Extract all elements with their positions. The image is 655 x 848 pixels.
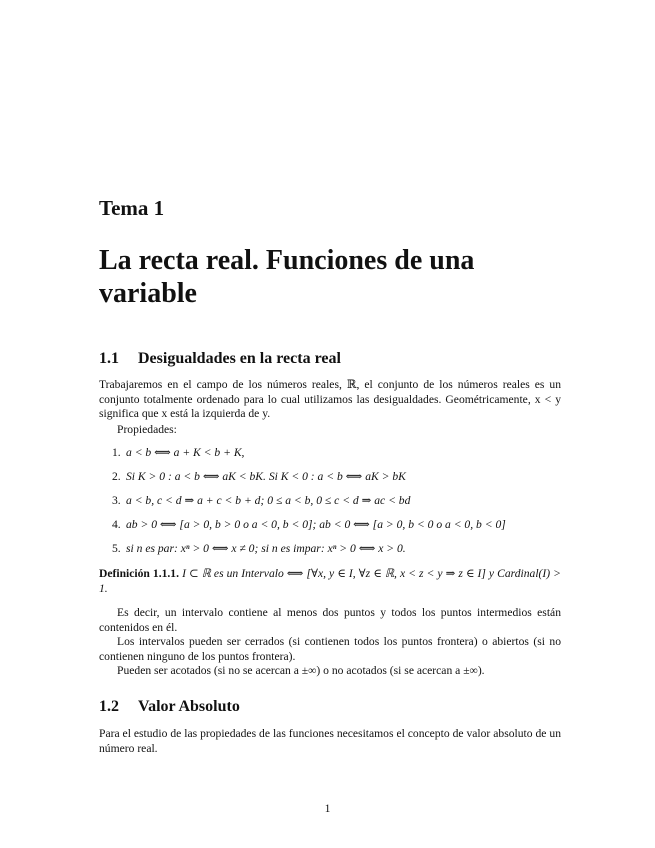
paragraph: Los intervalos pueden ser cerrados (si contienen todos los puntos frontera) o abiertos (si no contienen ninguno de los puntos frontera). [99,635,561,663]
definition-heading: Definición 1.1.1. [99,567,180,580]
section-number: 1.2 [99,698,119,715]
properties-list [112,446,562,566]
list-item: 2. Si K > 0 : a < b ⟺ aK < bK. Si K < 0 : a < b ⟺ aK > bK [112,470,406,483]
section-heading-1-1 [99,350,341,368]
list-item: 1. a < b ⟺ a + K < b + K, [112,446,245,459]
section-title: Valor Absoluto [138,698,240,715]
page-number: 1 [324,802,331,815]
definition-text: I ⊂ ℝ es un Intervalo ⟺ [∀x, y ∈ I, ∀z ∈ ℝ, x < z < y ⇒ z ∈ I] y Cardinal(I) > 1. [99,567,561,595]
section-title: Desigualdades en la recta real [138,350,341,367]
section-intro-paragraph: Trabajaremos en el campo de los números reales, ℝ, el conjunto de los números reales es un conjunto totalmente ordenado para lo cual utilizamos las desigualdades. Geométricamente, x < y significa que x está la izquierda de y. [99,378,561,420]
list-item: 5. si n es par: xⁿ > 0 ⟺ x ≠ 0; si n es impar: xⁿ > 0 ⟺ x > 0. [112,542,406,555]
section-heading-1-2 [99,698,240,716]
list-item: 3. a < b, c < d ⇒ a + c < b + d; 0 ≤ a < b, 0 ≤ c < d ⇒ ac < bd [112,494,411,507]
chapter-label: Tema 1 [99,196,165,220]
paragraph: Es decir, un intervalo contiene al menos dos puntos y todos los puntos intermedios están contenidos en él. [99,606,561,634]
section-intro-paragraph: Para el estudio de las propiedades de las funciones necesitamos el concepto de valor absoluto de un número real. [99,727,561,755]
chapter-title: La recta real. Funciones de una variable [99,245,475,309]
paragraph: Pueden ser acotados (si no se acercan a ±∞) o no acotados (si se acercan a ±∞). [117,664,485,677]
properties-label: Propiedades: [117,423,177,436]
list-item: 4. ab > 0 ⟺ [a > 0, b > 0 o a < 0, b < 0]; ab < 0 ⟺ [a > 0, b < 0 o a < 0, b < 0] [112,518,506,531]
section-number: 1.1 [99,350,119,367]
definition-block [99,567,561,596]
